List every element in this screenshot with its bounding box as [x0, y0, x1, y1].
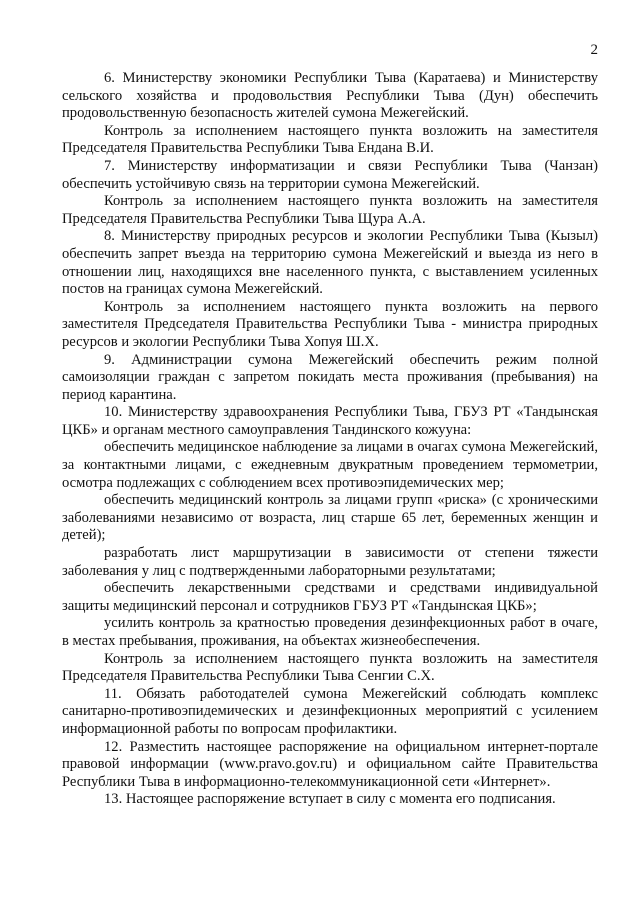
- document-body: [62, 70, 598, 809]
- paragraph-item-8: 8. Министерству природных ресурсов и экологии Республики Тыва (Кызыл) обеспечить запрет въезда на территорию сумона Межегейский и выезда из него в отношении лиц, находящихся вне населенного пункта, с выставлением усиленных постов на границах сумона Межегейский.: [62, 228, 598, 298]
- paragraph-item-10-subitem-protection: обеспечить лекарственными средствами и средствами индивидуальной защиты медицинский персонал и сотрудников ГБУЗ РТ «Тандынская ЦКБ»;: [62, 580, 598, 614]
- paragraph-control-item-8: Контроль за исполнением настоящего пункта возложить на первого заместителя Председателя Правительства Республики Тыва - министра природных ресурсов и экологии Республики Тыва Хопуя Ш.Х.: [62, 298, 598, 350]
- page-number: 2: [590, 42, 598, 58]
- paragraph-item-10: 10. Министерству здравоохранения Республики Тыва, ГБУЗ РТ «Тандынская ЦКБ» и органам местного самоуправления Тандинского кожууна:: [62, 404, 598, 438]
- paragraph-item-7: 7. Министерству информатизации и связи Республики Тыва (Чанзан) обеспечить устойчивую связь на территории сумона Межегейский.: [62, 157, 598, 192]
- paragraph-item-11: 11. Обязать работодателей сумона Межегейский соблюдать комплекс санитарно-противоэпидемических и дезинфекционных мероприятий с усилением информационной работы по вопросам профилактики.: [62, 685, 598, 737]
- paragraph-control-item-10: Контроль за исполнением настоящего пункта возложить на заместителя Председателя Правительства Республики Тыва Сенгии С.Х.: [62, 650, 598, 685]
- paragraph-item-10-subitem-disinfection: усилить контроль за кратностью проведения дезинфекционных работ в очаге, в местах пребывания, проживания, на объектах жизнеобеспечения.: [62, 615, 598, 649]
- paragraph-item-12: 12. Разместить настоящее распоряжение на официальном интернет-портале правовой информации (www.pravo.gov.ru) и официальном сайте Правительства Республики Тыва в информационно-телекоммуникационной сети «Интернет».: [62, 738, 598, 790]
- paragraph-item-13: 13. Настоящее распоряжение вступает в силу с момента его подписания.: [104, 791, 556, 808]
- paragraph-item-10-subitem-routing: разработать лист маршрутизации в зависимости от степени тяжести заболевания у лиц с подтвержденными лабораторными результатами;: [62, 545, 598, 579]
- paragraph-item-10-subitem-observation: обеспечить медицинское наблюдение за лицами в очагах сумона Межегейский, за контактными лицами, с ежедневным двукратным проведением термометрии, осмотра подлежащих с соблюдением всех противоэпидемических мер;: [62, 439, 598, 491]
- paragraph-control-item-7: Контроль за исполнением настоящего пункта возложить на заместителя Председателя Правительства Республики Тыва Щура А.А.: [62, 193, 598, 227]
- paragraph-item-10-subitem-risk-groups: обеспечить медицинский контроль за лицами групп «риска» (с хроническими заболеваниями независимо от возраста, лиц старше 65 лет, беременных женщин и детей);: [62, 492, 598, 544]
- paragraph-item-6: 6. Министерству экономики Республики Тыва (Каратаева) и Министерству сельского хозяйства и продовольствия Республики Тыва (Дун) обеспечить продовольственную безопасность жителей сумона Межегейский.: [62, 70, 598, 122]
- paragraph-item-9: 9. Администрации сумона Межегейский обеспечить режим полной самоизоляции граждан с запретом покидать места проживания (пребывания) на период карантина.: [62, 351, 598, 403]
- paragraph-control-item-6: Контроль за исполнением настоящего пункта возложить на заместителя Председателя Правительства Республики Тыва Ендана В.И.: [62, 122, 598, 157]
